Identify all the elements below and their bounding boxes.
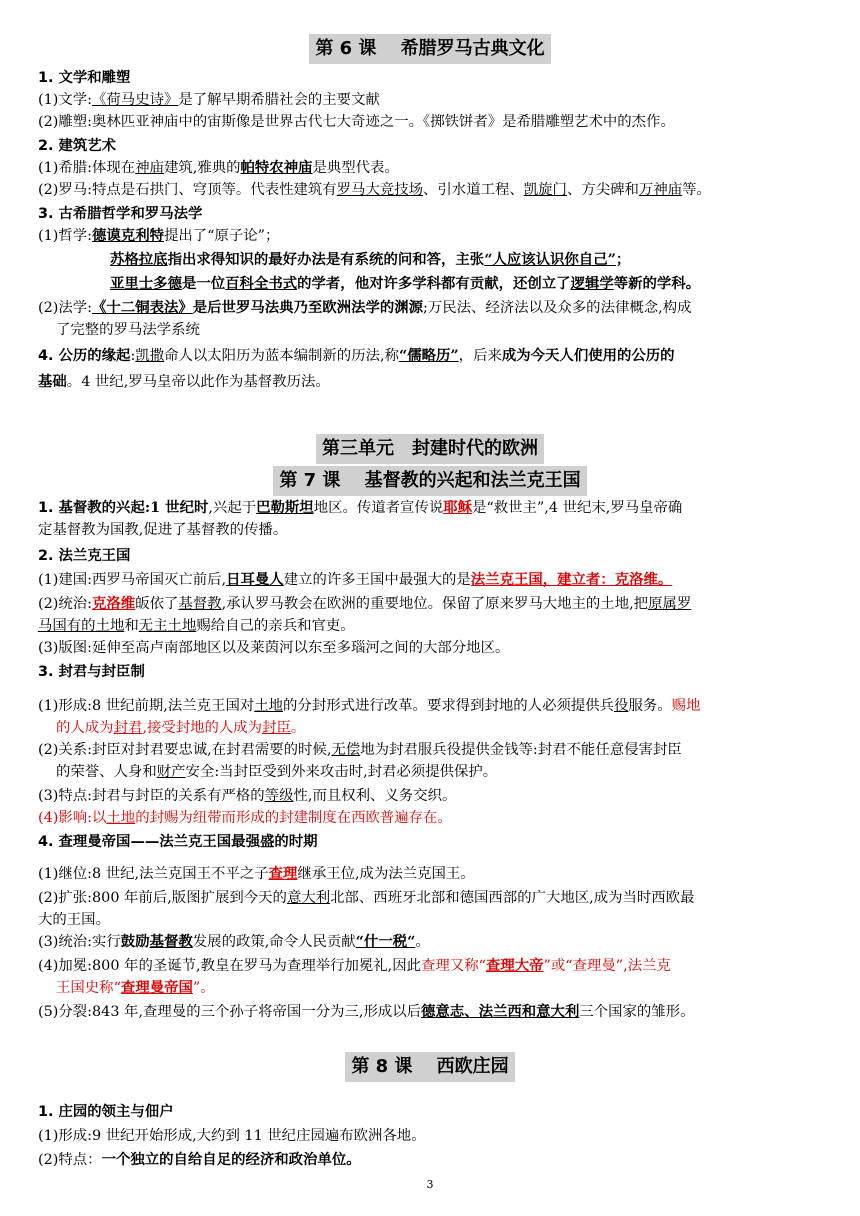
- text-line: 马国有的土地和无主土地赐给自己的亲兵和官吏。: [38, 618, 355, 634]
- text-line: 大的王国。: [38, 912, 110, 928]
- text-line: (1)希腊:体现在神庙建筑,雅典的帕特农神庙是典型代表。: [38, 159, 399, 176]
- text-line: 定基督教为国教,促进了基督教的传播。: [38, 522, 288, 538]
- text-line: (2)扩张:800 年前后,版图扩展到今天的意大利北部、西班牙北部和德国西部的广大地区,成为当时西欧最: [38, 890, 695, 906]
- section-heading: 3. 封君与封臣制: [38, 664, 145, 680]
- page-number: 3: [426, 1178, 434, 1191]
- text-line: (1)形成:9 世纪开始形成,大约到 11 世纪庄园遍布欧洲各地。: [38, 1128, 426, 1144]
- text-line: (2)罗马:特点是石拱门、穹顶等。代表性建筑有罗马大竞技场、引水道工程、凯旋门、方尖碑和万神庙等。: [38, 182, 711, 198]
- text-line: 王国史称“查理曼帝国”。: [56, 979, 215, 996]
- text-line: (3)统治:实行鼓励基督教发展的政策,命令人民贡献“什一税“。: [38, 933, 430, 950]
- section-heading: 2. 法兰克王国: [38, 548, 131, 564]
- text-line: (1)哲学:德谟克利特提出了“原子论”；: [38, 227, 280, 244]
- section-heading: 3. 古希腊哲学和罗马法学: [38, 206, 203, 222]
- unit-3-title: 第三单元 封建时代的欧洲: [0, 434, 860, 464]
- text-line: (2)统治:克洛维皈依了基督教,承认罗马教会在欧洲的重要地位。保留了原来罗马大地主的土地,把原属罗: [38, 595, 692, 612]
- text-line: (1)建国:西罗马帝国灭亡前后,日耳曼人建立的许多王国中最强大的是法兰克王国，建立者：克洛维。: [38, 571, 673, 588]
- text-line: 基础。4 世纪,罗马皇帝以此作为基督教历法。: [38, 373, 330, 390]
- section-heading: 1. 庄园的领主与佃户: [38, 1104, 174, 1120]
- text-line: (3)特点:封君与封臣的关系有严格的等级性,而且权利、义务交织。: [38, 788, 457, 804]
- text-line: 亚里士多德是一位百科全书式的学者，他对许多学科都有贡献，还创立了逻辑学等新的学科。: [110, 275, 701, 292]
- text-line: (2)雕塑:奥林匹亚神庙中的宙斯像是世界古代七大奇迹之一。《掷铁饼者》是希腊雕塑艺术中的杰作。: [38, 114, 675, 130]
- text-line: 的人成为封君,接受封地的人成为封臣。: [56, 720, 306, 736]
- section-heading: 2. 建筑艺术: [38, 138, 117, 154]
- lesson-6-title: 第 6 课 希腊罗马古典文化: [0, 34, 860, 64]
- text-line: (1)文学:《荷马史诗》是了解早期希腊社会的主要文献: [38, 92, 380, 108]
- lesson-8-title: 第 8 课 西欧庄园: [0, 1052, 860, 1082]
- text-line: (4)影响:以土地的封赐为纽带而形成的封建制度在西欧普遍存在。: [38, 810, 452, 826]
- section-heading: 1. 文学和雕塑: [38, 70, 131, 86]
- section-heading: 4. 查理曼帝国——法兰克王国最强盛的时期: [38, 834, 318, 850]
- text-line: (5)分裂:843 年,查理曼的三个孙子将帝国一分为三,形成以后德意志、法兰西和意大利三个国家的雏形。: [38, 1003, 695, 1020]
- text-line: 了完整的罗马法学系统: [56, 322, 200, 338]
- text-line: (3)版图:延伸至高卢南部地区以及莱茵河以东至多瑙河之间的大部分地区。: [38, 640, 510, 656]
- text-line: 苏格拉底指出求得知识的最好办法是有系统的问和答，主张“人应该认识你自己”；: [110, 251, 631, 268]
- text-line: 1. 基督教的兴起:1 世纪时,兴起于巴勒斯坦地区。传道者宣传说耶稣是“救世主”,4 世纪末,罗马皇帝确: [38, 499, 683, 516]
- text-line: 4. 公历的缘起:凯撒命人以太阳历为蓝本编制新的历法,称“儒略历”，后来成为今天人们使用的公历的: [38, 347, 675, 364]
- text-line: (2)特点：一个独立的自给自足的经济和政治单位。: [38, 1151, 361, 1168]
- text-line: (4)加冕:800 年的圣诞节,教皇在罗马为查理举行加冕礼,因此查理又称“查理大帝”或“查理曼”,法兰克: [38, 957, 671, 974]
- text-line: (1)继位:8 世纪,法兰克国王不平之子查理继承王位,成为法兰克国王。: [38, 865, 475, 882]
- text-line: (1)形成:8 世纪前期,法兰克王国对土地的分封形式进行改革。要求得到封地的人必须提供兵役服务。赐地: [38, 698, 701, 714]
- lesson-7-title: 第 7 课 基督教的兴起和法兰克王国: [0, 466, 860, 496]
- text-line: (2)法学:《十二铜表法》是后世罗马法典乃至欧洲法学的渊源;万民法、经济法以及众多的法律概念,构成: [38, 299, 692, 316]
- text-line: (2)关系:封臣对封君要忠诚,在封君需要的时候,无偿地为封君服兵役提供金钱等:封君不能任意侵害封臣: [38, 742, 682, 758]
- text-line: 的荣誉、人身和财产安全:当封臣受到外来攻击时,封君必须提供保护。: [56, 764, 498, 780]
